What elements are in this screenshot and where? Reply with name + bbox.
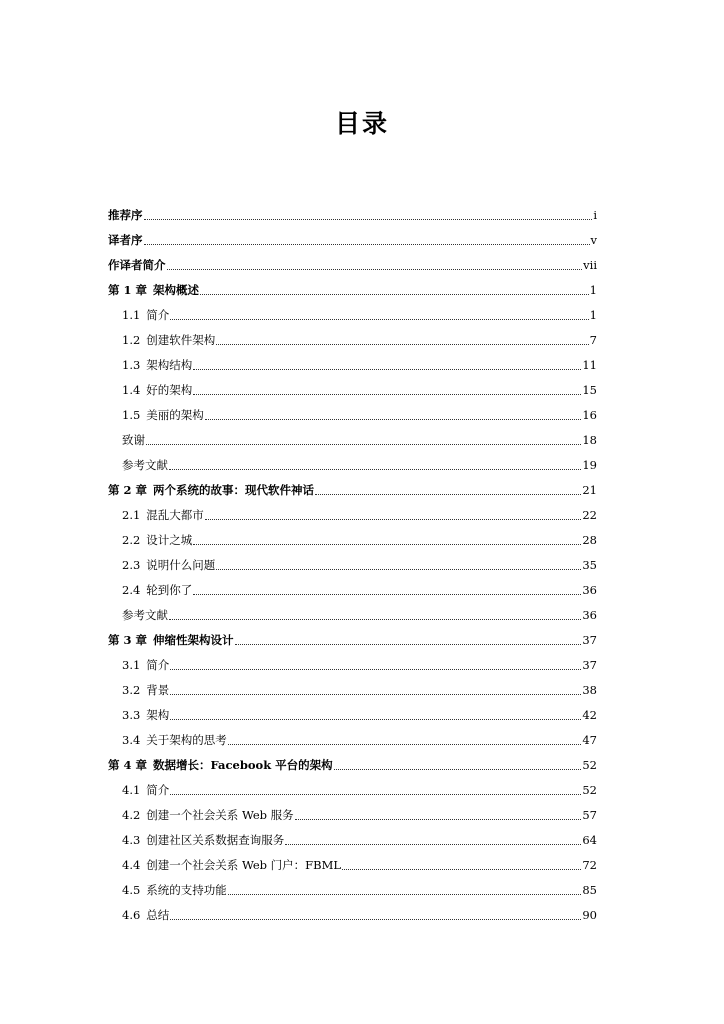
toc-entry-title: 简介 — [146, 307, 170, 322]
dot-leader — [144, 233, 590, 245]
dot-leader — [205, 508, 582, 520]
toc-chapter-entry[interactable] — [108, 477, 597, 502]
toc-page-number: 37 — [582, 632, 597, 647]
toc-entry-title: 两个系统的故事：现代软件神话 — [153, 482, 315, 497]
toc-entry-title: 数据增长：Facebook 平台的架构 — [153, 757, 333, 772]
dot-leader — [205, 408, 582, 420]
toc-section-entry[interactable] — [108, 727, 597, 752]
toc-page-number: 90 — [582, 907, 597, 922]
toc-section-entry[interactable] — [108, 352, 597, 377]
toc-entry-title: 伸缩性架构设计 — [153, 632, 234, 647]
toc-page-number: 52 — [582, 757, 597, 772]
toc-chapter-entry[interactable] — [108, 277, 597, 302]
dot-leader — [170, 708, 581, 720]
toc-page-number: 85 — [582, 882, 597, 897]
toc-page-number: 16 — [582, 407, 597, 422]
toc-page-number: 15 — [582, 382, 597, 397]
toc-page-number: 22 — [582, 507, 597, 522]
toc-section-entry[interactable] — [108, 427, 597, 452]
toc-entry-title: 译者序 — [108, 232, 143, 247]
toc-entry-number: 4.4 — [122, 857, 141, 872]
toc-page-number: 47 — [582, 732, 597, 747]
toc-page-number: 57 — [582, 807, 597, 822]
toc-entry-number: 4.5 — [122, 882, 141, 897]
toc-page-number: 36 — [582, 607, 597, 622]
toc-page-number: 7 — [589, 332, 597, 347]
toc-entry-number: 1.4 — [122, 382, 141, 397]
toc-chapter-entry[interactable] — [108, 202, 597, 227]
toc-section-entry[interactable] — [108, 802, 597, 827]
toc-entry-title: 总结 — [146, 907, 170, 922]
toc-page-number: v — [590, 232, 597, 247]
toc-section-entry[interactable] — [108, 677, 597, 702]
toc-section-entry[interactable] — [108, 302, 597, 327]
toc-entry-number: 1.1 — [122, 307, 141, 322]
toc-entry-number: 4.1 — [122, 782, 141, 797]
toc-section-entry[interactable] — [108, 702, 597, 727]
dot-leader — [315, 483, 581, 495]
toc-entry-number: 第 2 章 — [108, 482, 148, 497]
page-title: 目录 — [334, 109, 389, 138]
toc-entry-title: 轮到你了 — [146, 582, 193, 597]
toc-page-number: 38 — [582, 682, 597, 697]
toc-entry-number: 2.4 — [122, 582, 141, 597]
dot-leader — [170, 783, 581, 795]
toc-page-number: 1 — [589, 282, 597, 297]
toc-entry-number: 3.1 — [122, 657, 141, 672]
toc-entry-title: 致谢 — [122, 432, 145, 447]
toc-entry-number: 第 4 章 — [108, 757, 148, 772]
dot-leader — [216, 558, 581, 570]
toc-entry-number: 3.2 — [122, 682, 141, 697]
toc-entry-title: 创建软件架构 — [146, 332, 216, 347]
toc-page-number: 19 — [582, 457, 597, 472]
toc-page-number: 18 — [582, 432, 597, 447]
toc-entry-number: 1.3 — [122, 357, 141, 372]
toc-section-entry[interactable] — [108, 902, 597, 927]
dot-leader — [216, 333, 588, 345]
toc-page-number: 36 — [582, 582, 597, 597]
toc-entry-title: 系统的支持功能 — [146, 882, 227, 897]
toc-entry-title: 关于架构的思考 — [146, 732, 227, 747]
toc-entry-title: 参考文献 — [122, 457, 168, 472]
toc-entry-title: 简介 — [146, 782, 170, 797]
toc-entry-title: 设计之城 — [146, 532, 193, 547]
toc-section-entry[interactable] — [108, 402, 597, 427]
dot-leader — [200, 283, 589, 295]
toc-section-entry[interactable] — [108, 577, 597, 602]
toc-section-entry[interactable] — [108, 377, 597, 402]
toc-entry-title: 架构 — [146, 707, 170, 722]
dot-leader — [193, 383, 581, 395]
toc-section-entry[interactable] — [108, 827, 597, 852]
toc-entry-title: 美丽的架构 — [146, 407, 204, 422]
toc-section-entry[interactable] — [108, 502, 597, 527]
toc-page-number: 42 — [582, 707, 597, 722]
dot-leader — [193, 358, 581, 370]
dot-leader — [146, 433, 581, 445]
dot-leader — [334, 758, 582, 770]
dot-leader — [170, 683, 581, 695]
toc-entry-number: 第 1 章 — [108, 282, 148, 297]
toc-entry-number: 1.5 — [122, 407, 141, 422]
toc-entry-number: 2.3 — [122, 557, 141, 572]
toc-chapter-entry[interactable] — [108, 627, 597, 652]
toc-entry-title: 推荐序 — [108, 207, 143, 222]
dot-leader — [167, 258, 583, 270]
toc-entry-title: 创建一个社会关系 Web 服务 — [146, 807, 294, 822]
dot-leader — [193, 533, 581, 545]
toc-page-number: vii — [583, 257, 597, 272]
toc-page-number: 28 — [582, 532, 597, 547]
toc-entry-number: 2.1 — [122, 507, 141, 522]
toc-section-entry[interactable] — [108, 552, 597, 577]
dot-leader — [193, 583, 581, 595]
dot-leader — [170, 308, 588, 320]
dot-leader — [169, 608, 581, 620]
dot-leader — [170, 908, 581, 920]
toc-section-entry[interactable] — [108, 777, 597, 802]
table-of-contents — [108, 202, 597, 927]
toc-entry-title: 混乱大都市 — [146, 507, 204, 522]
dot-leader — [228, 733, 582, 745]
toc-page-number: 52 — [582, 782, 597, 797]
toc-entry-title: 创建社区关系数据查询服务 — [146, 832, 285, 847]
toc-chapter-entry[interactable] — [108, 252, 597, 277]
dot-leader — [342, 858, 581, 870]
toc-chapter-entry[interactable] — [108, 752, 597, 777]
toc-page-number: 35 — [582, 557, 597, 572]
toc-section-entry[interactable] — [108, 852, 597, 877]
toc-entry-number: 3.3 — [122, 707, 141, 722]
toc-entry-number: 4.6 — [122, 907, 141, 922]
toc-page-number: 64 — [582, 832, 597, 847]
toc-page-number: 21 — [582, 482, 597, 497]
toc-entry-number: 4.3 — [122, 832, 141, 847]
toc-entry-title: 背景 — [146, 682, 170, 697]
dot-leader — [228, 883, 582, 895]
toc-entry-number: 1.2 — [122, 332, 141, 347]
toc-entry-title: 架构概述 — [153, 282, 200, 297]
toc-page-number: 37 — [582, 657, 597, 672]
toc-entry-title: 作译者简介 — [108, 257, 166, 272]
toc-page-number: 1 — [589, 307, 597, 322]
toc-entry-title: 架构结构 — [146, 357, 193, 372]
toc-entry-number: 3.4 — [122, 732, 141, 747]
toc-section-entry[interactable] — [108, 327, 597, 352]
toc-entry-number: 4.2 — [122, 807, 141, 822]
toc-entry-title: 创建一个社会关系 Web 门户：FBML — [146, 857, 341, 872]
toc-chapter-entry[interactable] — [108, 227, 597, 252]
toc-page-number: 11 — [582, 357, 597, 372]
toc-entry-number: 2.2 — [122, 532, 141, 547]
dot-leader — [170, 658, 581, 670]
toc-entry-title: 参考文献 — [122, 607, 168, 622]
toc-section-entry[interactable] — [108, 602, 597, 627]
toc-entry-number: 第 3 章 — [108, 632, 148, 647]
dot-leader — [144, 208, 593, 220]
toc-section-entry[interactable] — [108, 527, 597, 552]
toc-page-number: i — [593, 207, 597, 222]
toc-section-entry[interactable] — [108, 877, 597, 902]
toc-entry-title: 好的架构 — [146, 382, 193, 397]
dot-leader — [285, 833, 581, 845]
toc-page-number: 72 — [582, 857, 597, 872]
toc-section-entry[interactable] — [108, 452, 597, 477]
dot-leader — [295, 808, 582, 820]
dot-leader — [169, 458, 581, 470]
toc-entry-title: 说明什么问题 — [146, 557, 216, 572]
toc-entry-title: 简介 — [146, 657, 170, 672]
dot-leader — [235, 633, 582, 645]
toc-section-entry[interactable] — [108, 652, 597, 677]
